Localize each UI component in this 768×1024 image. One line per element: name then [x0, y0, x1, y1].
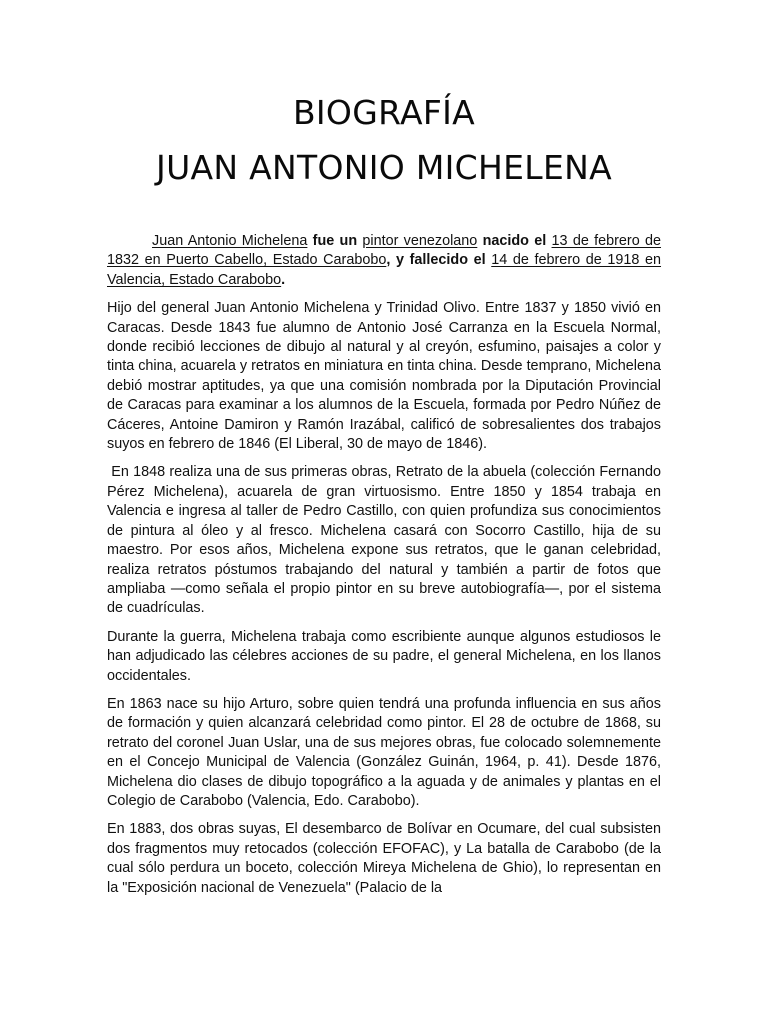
intro-link-6[interactable]: 14 de febrero de 1918 en Valencia, Estado Carabobo — [107, 252, 662, 288]
paragraph-2: En 1848 realiza una de sus primeras obras, Retrato de la abuela (colección Fernando Pérez Michelena), acuarela de gran virtuosismo. Entre 1850 y 1854 trabaja en Valencia e ingresa al taller de Pedro Castillo, con quien profundiza sus conocimientos de pintura al óleo y al fresco. Michelena casará con Socorro Castillo, hija de su maestro. Por esos años, Michelena expone sus retratos, que le ganan celebridad, realiza retratos póstumos trabajando del natural y también a partir de fotos que ampliaba —como señala el propio pintor en su breve autobiografía—, por el sistema de cuadrículas. — [107, 464, 661, 617]
document-subtitle: JUAN ANTONIO MICHELENA — [156, 148, 612, 187]
intro-bold-text-1: fue un — [307, 233, 363, 249]
document-title: BIOGRAFÍA — [292, 93, 476, 132]
paragraph-5: En 1883, dos obras suyas, El desembarco de Bolívar en Ocumare, del cual subsisten dos fragmentos muy retocados (colección EFOFAC), y La batalla de Carabobo (de la cual sólo perdura un boceto, colección Mireya Michelena de Ghio), lo representan en la "Exposición nacional de Venezuela" (Palacio de la — [107, 821, 661, 896]
document-body — [107, 232, 661, 907]
intro-link-2[interactable]: pintor venezolano — [362, 233, 478, 249]
paragraph-4: En 1863 nace su hijo Arturo, sobre quien tendrá una profunda influencia en sus años de formación y quien alcanzará celebridad como pintor. El 28 de octubre de 1868, su retrato del coronel Juan Uslar, una de sus mejores obras, fue colocado solemnemente en el Concejo Municipal de Valencia (González Guinán, 1964, p. 41). Desde 1876, Michelena dio clases de dibujo topográfico a la aguada y de animales y plantas en el Colegio de Carabobo (Valencia, Edo. Carabobo). — [107, 695, 661, 809]
paragraph-3: Durante la guerra, Michelena trabaja como escribiente aunque algunos estudiosos le han adjudicado las célebres acciones de su padre, el general Michelena, en los llanos occidentales. — [107, 628, 661, 684]
intro-bold-text-5: , y fallecido el — [386, 252, 492, 269]
intro-link-0[interactable]: Juan Antonio Michelena — [152, 233, 308, 249]
paragraph-1: Hijo del general Juan Antonio Michelena y Trinidad Olivo. Entre 1837 y 1850 vivió en Caracas. Desde 1843 fue alumno de Antonio José Carranza en la Escuela Normal, donde recibió lecciones de dibujo al natural y al creyón, esfumino, paisajes a color y tinta china, acuarela y retratos en miniatura en tinta china. Desde temprano, Michelena debió mostrar aptitudes, ya que una comisión nombrada por la Diputación Provincial de Caracas para examinar a los alumnos de la Escuela, formada por Pedro Núñez de Cáceres, Antoine Damiron y Ramón Irazábal, calificó de sobresalientes dos trabajos suyos en febrero de 1846 (El Liberal, 30 de mayo de 1846). — [107, 300, 661, 453]
intro-link-4[interactable]: 13 de febrero de 1832 en Puerto Cabello, Estado Carabobo — [107, 233, 662, 269]
intro-bold-text-7: . — [281, 271, 286, 288]
intro-bold-text-3: nacido el — [477, 233, 552, 249]
intro-paragraph — [107, 232, 661, 290]
